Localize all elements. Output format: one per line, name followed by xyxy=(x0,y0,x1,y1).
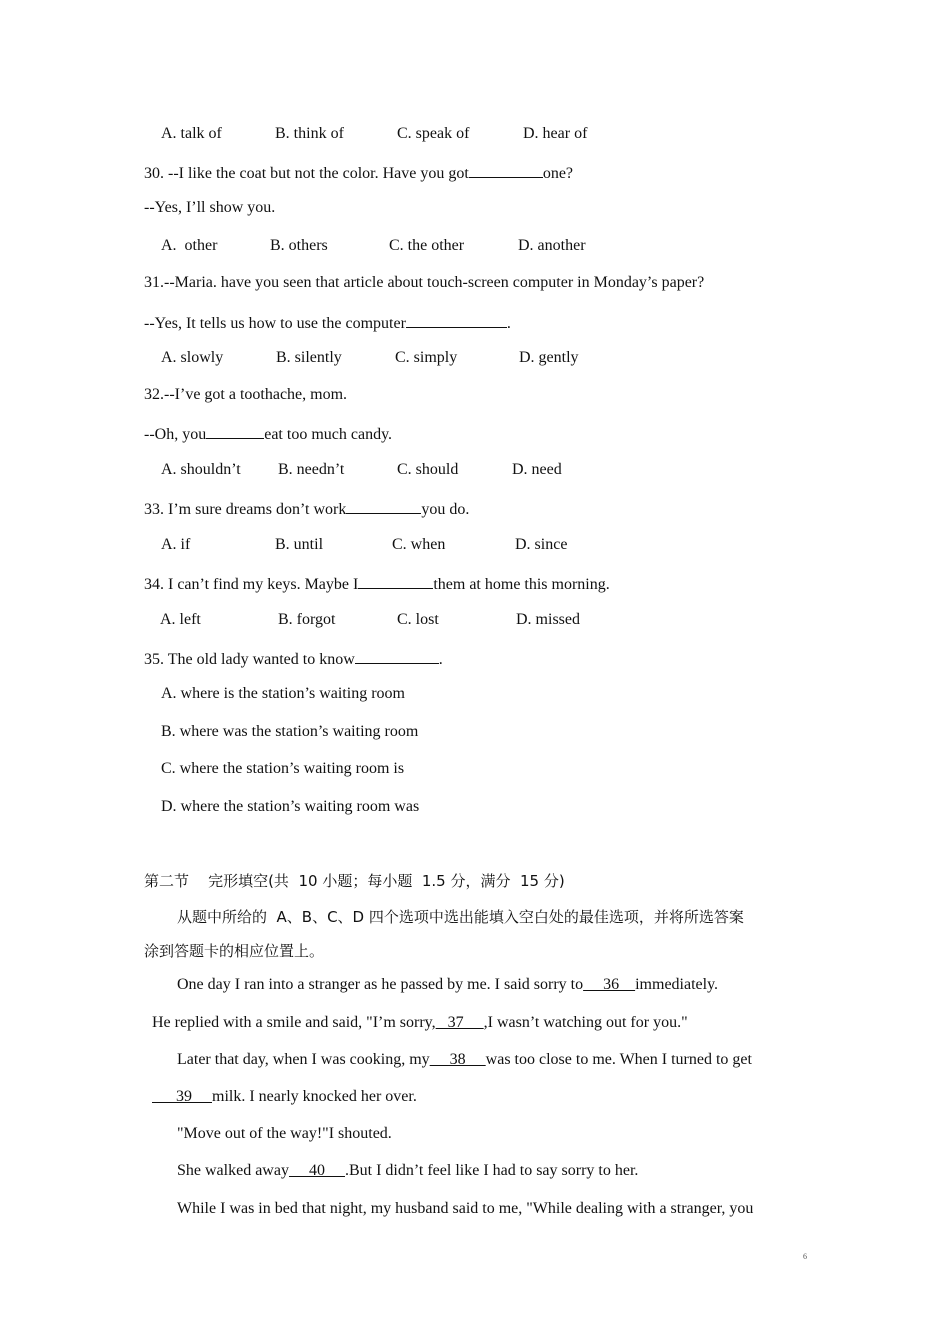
passage-line-5: "Move out of the way!"I shouted. xyxy=(177,1125,392,1142)
q30-blank xyxy=(469,161,543,178)
q30-text-a: 30. --I like the coat but not the color. Have you got xyxy=(144,165,469,182)
q35-blank xyxy=(355,647,439,664)
section-instruction-line1: 从题中所给的 A、B、C、D 四个选项中选出能填入空白处的最佳选项，并将所选答案 xyxy=(177,908,744,926)
passage-text: One day I ran into a stranger as he passed by me. I said sorry to xyxy=(177,976,584,993)
passage-text: She walked away xyxy=(177,1162,289,1179)
q31-option-c: C. simply xyxy=(395,349,458,366)
q31-blank xyxy=(406,311,507,328)
q34-option-b: B. forgot xyxy=(278,611,336,628)
q33-question xyxy=(144,497,469,520)
q33-blank xyxy=(346,497,421,514)
q35-option-b: B. where was the station’s waiting room xyxy=(161,723,419,740)
q31-reply xyxy=(144,311,511,334)
q33-text-b: you do. xyxy=(421,501,470,518)
q30-text-b: one? xyxy=(542,165,574,182)
q34-blank xyxy=(358,572,433,589)
q32-text-b: eat too much candy. xyxy=(264,426,393,443)
passage-line-7: While I was in bed that night, my husband said to me, "While dealing with a stranger, you xyxy=(177,1200,754,1217)
q31-option-b: B. silently xyxy=(276,349,342,366)
passage-text: He replied with a smile and said, "I’m sorry, xyxy=(152,1014,436,1031)
blank-38: 38 xyxy=(429,1051,486,1068)
q30-option-d: D. another xyxy=(518,237,586,254)
q29-option-a: A. talk of xyxy=(161,125,222,142)
page-number: 6 xyxy=(803,1252,807,1261)
passage-text: immediately. xyxy=(635,976,719,993)
q35-text-b: . xyxy=(438,651,443,668)
q32-text-a: --Oh, you xyxy=(144,426,207,443)
q34-question xyxy=(144,572,610,595)
blank-37: 37 xyxy=(435,1014,484,1031)
q34-option-d: D. missed xyxy=(516,611,580,628)
q30-option-b: B. others xyxy=(270,237,328,254)
passage-line-4 xyxy=(152,1087,417,1107)
passage-text: ,I wasn’t watching out for you." xyxy=(483,1014,688,1031)
q32-reply xyxy=(144,422,392,445)
q35-option-a: A. where is the station’s waiting room xyxy=(161,685,405,702)
q34-text-b: them at home this morning. xyxy=(433,576,610,593)
q32-option-c: C. should xyxy=(397,461,459,478)
blank-40: 40 xyxy=(288,1162,345,1179)
q30-reply: --Yes, I’ll show you. xyxy=(144,199,276,216)
q32-blank xyxy=(206,422,264,439)
q33-option-d: D. since xyxy=(515,536,568,553)
q29-option-c: C. speak of xyxy=(397,125,470,142)
q34-option-a: A. left xyxy=(160,611,201,628)
q33-option-b: B. until xyxy=(275,536,324,553)
q34-option-c: C. lost xyxy=(397,611,439,628)
q31-text-a: --Yes, It tells us how to use the computer xyxy=(144,315,406,332)
q30-question xyxy=(144,161,573,184)
q30-option-a: A. other xyxy=(161,237,218,254)
q32-option-b: B. needn’t xyxy=(278,461,345,478)
q32-option-a: A. shouldn’t xyxy=(161,461,241,478)
q35-text-a: 35. The old lady wanted to know xyxy=(144,651,355,668)
q29-option-b: B. think of xyxy=(275,125,344,142)
passage-text: was too close to me. When I turned to get xyxy=(485,1051,752,1068)
passage-text: milk. I nearly knocked her over. xyxy=(212,1088,417,1105)
section-heading: 第二节 完形填空(共 10 小题；每小题 1.5 分，满分 15 分) xyxy=(144,872,565,890)
q33-option-c: C. when xyxy=(392,536,446,553)
q33-text-a: 33. I’m sure dreams don’t work xyxy=(144,501,347,518)
section-instruction-line2: 涂到答题卡的相应位置上。 xyxy=(144,942,325,960)
passage-line-1 xyxy=(177,975,718,995)
q35-option-d: D. where the station’s waiting room was xyxy=(161,798,420,815)
passage-text: .But I didn’t feel like I had to say sorry to her. xyxy=(344,1162,639,1179)
blank-39: 39 xyxy=(152,1088,212,1105)
q32-question: 32.--I’ve got a toothache, mom. xyxy=(144,386,348,403)
q31-option-a: A. slowly xyxy=(161,349,224,366)
q31-option-d: D. gently xyxy=(519,349,579,366)
blank-36: 36 xyxy=(583,976,636,993)
passage-line-2 xyxy=(152,1013,688,1033)
q34-text-a: 34. I can’t find my keys. Maybe I xyxy=(144,576,359,593)
q31-text-b: . xyxy=(506,315,511,332)
q35-option-c: C. where the station’s waiting room is xyxy=(161,760,405,777)
q35-question xyxy=(144,647,443,670)
q29-option-d: D. hear of xyxy=(523,125,588,142)
q33-option-a: A. if xyxy=(161,536,191,553)
passage-text: Later that day, when I was cooking, my xyxy=(177,1051,430,1068)
q30-option-c: C. the other xyxy=(389,237,465,254)
q32-option-d: D. need xyxy=(512,461,562,478)
q31-question: 31.--Maria. have you seen that article about touch-screen computer in Monday’s paper? xyxy=(144,274,705,291)
passage-line-6 xyxy=(177,1161,638,1181)
passage-line-3 xyxy=(177,1050,752,1070)
